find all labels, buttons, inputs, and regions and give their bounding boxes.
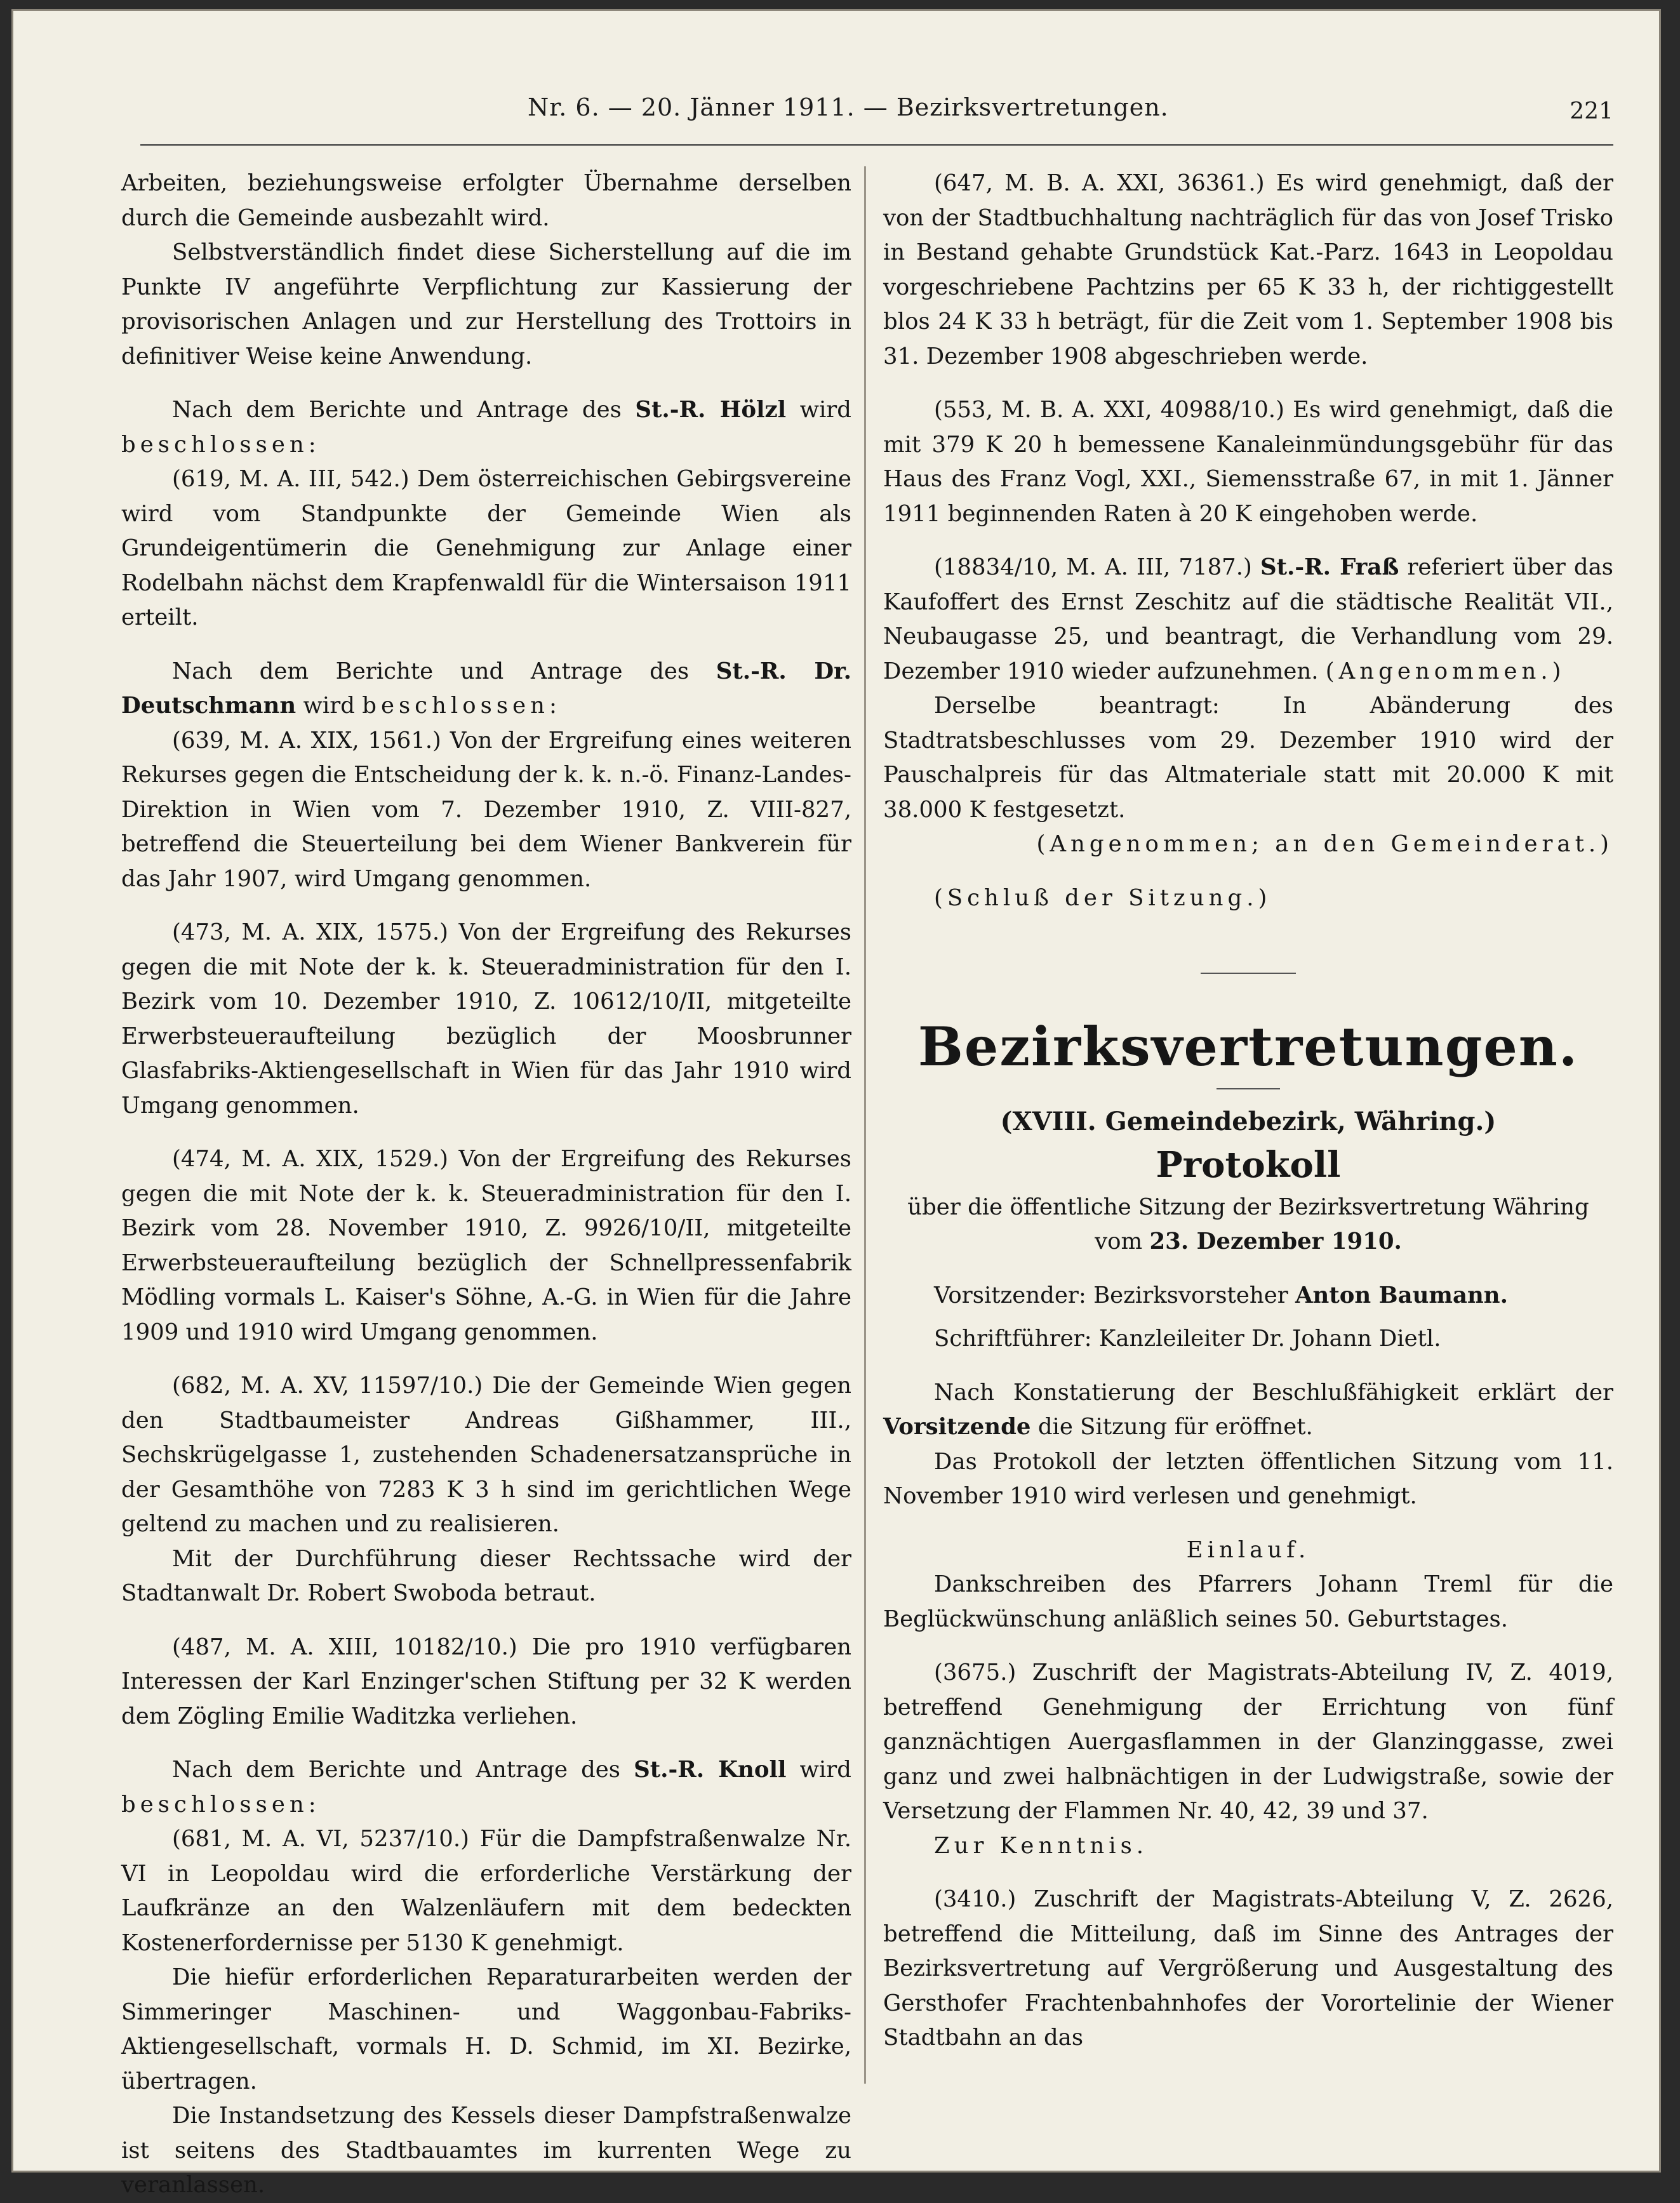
session-date: 23. Dezember 1910.: [1149, 1228, 1402, 1255]
paragraph: Selbstverständlich findet diese Sicherstellung auf die im Punkte IV angeführte Verpflichtung zur Kassierung der provisorischen Anlagen und zur Herstellung des Trottoirs in definitiver Weise keine Anwendung.: [121, 239, 851, 369]
session-line: über die öffentliche Sitzung der Bezirksvertretung Währing vom 23. Dezember 1910.: [907, 1194, 1589, 1255]
paragraph: (682, M. A. XV, 11597/10.) Die der Gemeinde Wien gegen den Stadtbaumeister Andreas Gißhammer, III., Sechskrügelgasse 1, zustehenden Schadenersatzansprüche in der Gesamthöhe von 7283 K 3 h sind im gerichtlichen Wege geltend zu machen und zu realisieren.: [121, 1373, 851, 1537]
paragraph: Dankschreiben des Pfarrers Johann Treml für die Beglückwünschung anläßlich seines 50. Geburtstages.: [883, 1571, 1613, 1632]
paragraph: (553, M. B. A. XXI, 40988/10.) Es wird genehmigt, daß die mit 379 K 20 h bemessene Kanaleinmündungsgebühr für das Haus des Franz Vogl, XXI., Siemensstraße 67, in mit 1. Jänner 1911 beginnenden Raten à 20 K eingehoben werde.: [883, 397, 1613, 527]
right-column: [883, 166, 1613, 2056]
paragraph: (3410.) Zuschrift der Magistrats-Abteilung V, Z. 2626, betreffend die Mitteilung, daß im Sinne des Antrages der Bezirksvertretung auf Vergrößerung und Ausgestaltung des Gersthofer Frachtenbahnhofes der Vorortelinie der Wiener Stadtbahn an das: [883, 1886, 1613, 2051]
paragraph: Arbeiten, beziehungsweise erfolgter Übernahme derselben durch die Gemeinde ausbezahlt wird.: [121, 170, 851, 231]
councillor-name: St.-R. Fraß: [1260, 554, 1399, 580]
section-heading: Bezirksvertretungen.: [917, 1015, 1579, 1078]
secretary-line: Schriftführer: Kanzleileiter Dr. Johann Dietl.: [934, 1326, 1441, 1352]
paragraph: (639, M. A. XIX, 1561.) Von der Ergreifung eines weiteren Rekurses gegen die Entscheidung der k. k. n.-ö. Finanz-Landes-Direktion in Wien vom 7. Dezember 1910, Z. VIII-827, betreffend die Steuerteilung bei dem Wiener Bankverein für das Jahr 1907, wird Umgang genommen.: [121, 727, 851, 892]
paragraph: Derselbe beantragt: In Abänderung des Stadtratsbeschlusses vom 29. Dezember 1910 wird der Pauschalpreis für das Altmateriale statt mit 20.000 K mit 38.000 K festgesetzt.: [883, 693, 1613, 823]
paragraph: Die Instandsetzung des Kessels dieser Dampfstraßenwalze ist seitens des Stadtbauamtes im kurrenten Wege zu veranlassen.: [121, 2103, 851, 2198]
left-column: [121, 166, 851, 2203]
councillor-name: St.-R. Knoll: [634, 1757, 787, 1783]
heading-rule: [1217, 1088, 1280, 1089]
paragraph: (473, M. A. XIX, 1575.) Von der Ergreifung des Rekurses gegen die mit Note der k. k. Steueradministration für den I. Bezirk vom 10. Dezember 1910, Z. 10612/10/II, mitgeteilte Erwerbsteueraufteilung bezüglich der Moosbrunner Glasfabriks-Aktiengesellschaft in Wien für das Jahr 1910 wird Umgang genommen.: [121, 919, 851, 1119]
session-end-note: (Schluß der Sitzung.): [934, 884, 1272, 911]
chairman-name: Anton Baumann.: [1295, 1282, 1508, 1308]
column-divider: [864, 166, 866, 2084]
paragraph: Die hiefür erforderlichen Reparaturarbeiten werden der Simmeringer Maschinen- und Waggonbau-Fabriks-Aktiengesellschaft, vormals H. D. Schmid, im XI. Bezirke, übertragen.: [121, 1964, 851, 2094]
paragraph: (3675.) Zuschrift der Magistrats-Abteilung IV, Z. 4019, betreffend Genehmigung der Errichtung von fünf ganznächtigen Auergasflammen in der Glanzinggasse, zwei ganz und zwei halbnächtigen in der Ludwigstraße, sowie der Versetzung der Flammen Nr. 40, 42, 39 und 37.: [883, 1660, 1613, 1824]
header-rule: [140, 144, 1613, 146]
paragraph: (18834/10, M. A. III, 7187.) St.-R. Fraß referiert über das Kaufoffert des Ernst Zeschitz auf die städtische Realität VII., Neubaugasse 25, und beantragt, die Verhandlung vom 29. Dezember 1910 wieder aufzunehmen. (Angenommen.): [883, 554, 1613, 684]
paragraph: (487, M. A. XIII, 10182/10.) Die pro 1910 verfügbaren Interessen der Karl Enzinger'schen Stiftung per 32 K werden dem Zögling Emilie Waditzka verliehen.: [121, 1634, 851, 1729]
paragraph: (647, M. B. A. XXI, 36361.) Es wird genehmigt, daß der von der Stadtbuchhaltung nachträglich für das von Josef Trisko in Bestand gehabte Grundstück Kat.-Parz. 1643 in Leopoldau vorgeschriebene Pachtzins per 65 K 33 h, der richtiggestellt blos 24 K 33 h beträgt, für die Zeit vom 1. September 1908 bis 31. Dezember 1908 abgeschrieben werde.: [883, 170, 1613, 369]
motion-intro: Nach dem Berichte und Antrage des St.-R. Dr. Deutschmann wird beschlossen:: [121, 658, 851, 719]
paragraph: Das Protokoll der letzten öffentlichen Sitzung vom 11. November 1910 wird verlesen und genehmigt.: [883, 1448, 1613, 1509]
section-rule: [1201, 973, 1296, 974]
chairman-line: Vorsitzender: Bezirksvorsteher Anton Baumann.: [934, 1282, 1508, 1308]
chair-title: Vorsitzende: [883, 1414, 1031, 1440]
motion-intro: Nach dem Berichte und Antrage des St.-R. Knoll wird beschlossen:: [121, 1757, 851, 1818]
paragraph: Nach Konstatierung der Beschlußfähigkeit erklärt der Vorsitzende die Sitzung für eröffnet.: [883, 1379, 1613, 1440]
einlauf-heading: Einlauf.: [1186, 1536, 1310, 1563]
newspaper-page: [11, 9, 1661, 2198]
resolution-note: (Angenommen; an den Gemeinderat.): [1036, 831, 1613, 857]
councillor-name: St.-R. Hölzl: [635, 397, 787, 423]
motion-intro: Nach dem Berichte und Antrage des St.-R. Hölzl wird beschlossen:: [121, 397, 851, 458]
resolution-note: Zur Kenntnis.: [934, 1832, 1149, 1859]
district-heading: (XVIII. Gemeindebezirk, Währing.): [1000, 1107, 1497, 1136]
running-title: Nr. 6. — 20. Jänner 1911. — Bezirksvertretungen.: [528, 93, 1169, 121]
paragraph: Mit der Durchführung dieser Rechtssache wird der Stadtanwalt Dr. Robert Swoboda betraut.: [121, 1545, 851, 1606]
page-number: 221: [1570, 98, 1613, 124]
councillor-name: St.-R. Dr. Deutschmann: [121, 658, 851, 719]
paragraph: (474, M. A. XIX, 1529.) Von der Ergreifung des Rekurses gegen die mit Note der k. k. Steueradministration für den I. Bezirk vom 28. November 1910, Z. 9926/10/II, mitgeteilte Erwerbsteueraufteilung bezüglich der Schnellpressenfabrik Mödling vormals L. Kaiser's Söhne, A.-G. in Wien für die Jahre 1909 und 1910 wird Umgang genommen.: [121, 1146, 851, 1345]
paragraph: (681, M. A. VI, 5237/10.) Für die Dampfstraßenwalze Nr. VI in Leopoldau wird die erforderliche Verstärkung der Laufkränze an den Walzenläufern mit dem bedeckten Kostenerfordernisse per 5130 K genehmigt.: [121, 1826, 851, 1956]
page-header: [140, 87, 1613, 138]
protokoll-heading: Protokoll: [1156, 1143, 1341, 1186]
paragraph: (619, M. A. III, 542.) Dem österreichischen Gebirgsvereine wird vom Standpunkte der Gemeinde Wien als Grundeigentümerin die Genehmigung zur Anlage einer Rodelbahn nächst dem Krapfenwaldl für die Wintersaison 1911 erteilt.: [121, 466, 851, 630]
